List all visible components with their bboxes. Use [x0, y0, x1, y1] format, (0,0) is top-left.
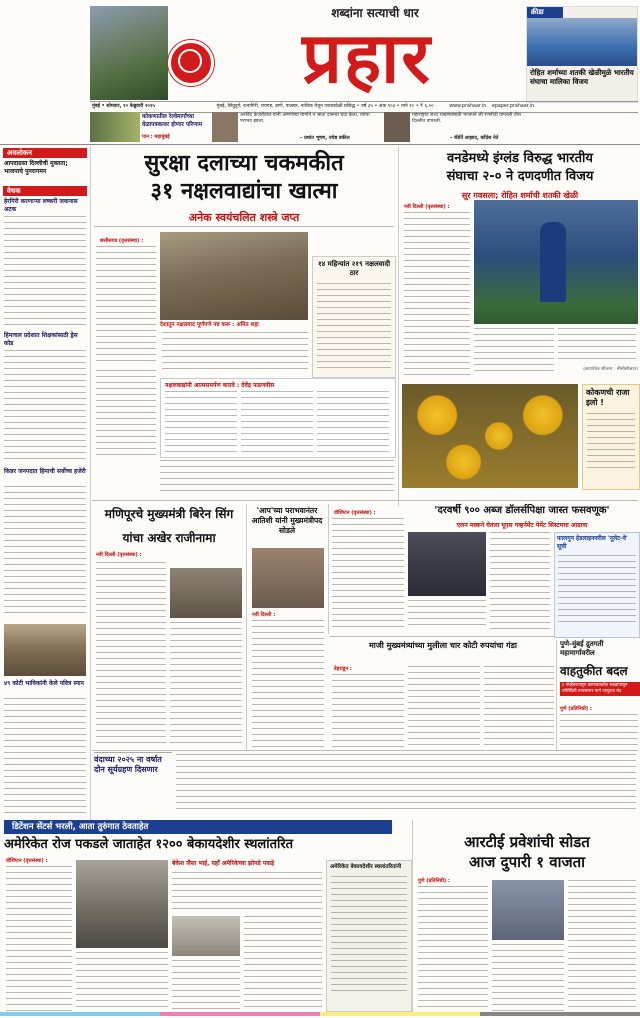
musk-subhead: एलन मस्कने घेतला यूएस गव्हर्नमेंट पेमेंट सिस्टमचा आढावा: [456, 522, 588, 529]
deportation-box-title: अमेरिकेत बेकायदेशीर स्थलांतरितांनी: [330, 864, 402, 870]
sidebar-item-2-body: [4, 350, 86, 460]
strip-item1-title[interactable]: कोकणातील रेल्वेमार्गाच्या वेळापत्रकावर होणार परिणाम: [142, 114, 203, 128]
rto-headline-2[interactable]: आज दुपारी १ वाजता: [468, 853, 586, 871]
top-strip: [90, 112, 638, 142]
musk-col-3: [408, 600, 486, 630]
lead-dateline: छत्तीसगड (वृत्तसंस्था) :: [100, 238, 144, 244]
eclipse-title: वंदाच्या २०२५ ना वर्षात दोन सूर्यग्रहण दिसणार: [94, 755, 162, 774]
deportation-col-4: [244, 916, 322, 1012]
musk-dateline: वॉशिंग्टन (वृत्तसंस्था) :: [334, 510, 376, 516]
fadnavis-body-2: [241, 391, 313, 453]
cricket-subhead: सूर गवसला; रोहित शर्माची शतकी खेळी: [461, 191, 579, 200]
pune-headline-2[interactable]: वाहतुकीत बदल: [560, 664, 628, 678]
deportation-box: [326, 860, 412, 1012]
avalokan-head[interactable]: आपदाग्रस्त दिल्लीची मुक्तता; भाजपाचे पुनरागमन: [4, 160, 68, 175]
epaper-text: epaper.prahaar.in: [491, 104, 535, 109]
strip-item3-author: – कीर्ति आझाद, काँग्रेस नेते: [450, 136, 499, 141]
pune-col: [560, 714, 638, 748]
pune-banner: ६ नोव्हेंबरपासून कामाबाबतीत स्थळांपासून परिस्थिती तपासणार मार्ग तात्पुरता बंद: [560, 682, 640, 696]
deportation-headline[interactable]: अमेरिकेत रोज पकडले जाताहेत १२०० बेकायदेशीर स्थलांतरित: [4, 837, 294, 852]
rto-col-1: [418, 886, 488, 1012]
gyan-box[interactable]: [554, 532, 640, 638]
rto-col-3: [568, 880, 636, 1012]
cricket-player: [540, 222, 566, 302]
rto-headline-1[interactable]: आरटीई प्रवेशांची सोडत: [464, 833, 590, 851]
eclipse-body: [176, 754, 636, 810]
sidebar-item-1-title[interactable]: हेरगिरी करणाऱ्या लष्करी जवानास अटक: [4, 198, 78, 213]
date-text: मुंबई • सोमवार, १० फेब्रुवारी २०२५: [92, 104, 155, 109]
kidnap-col-2: [408, 666, 480, 748]
cricket-col-1b: [404, 356, 470, 380]
color-bar: [0, 1012, 640, 1016]
cricket-headline-1[interactable]: वनडेमध्ये इंग्लंड विरुद्ध भारतीय: [447, 151, 593, 166]
sidebar-item-4-title[interactable]: ४९ कोटी भाविकांनी केले पवित्र स्नान: [4, 680, 84, 687]
manipur-col-1: [96, 562, 166, 748]
website-text: www.prahaar.in: [449, 104, 487, 109]
vedhak-label: वेधक: [3, 186, 87, 196]
stat-box-body: [317, 283, 391, 371]
masthead-tagline: शब्दांना सत्याची धार: [331, 6, 419, 20]
strip-item3-photo: [384, 112, 410, 142]
left-promo-photo: [90, 6, 168, 100]
deportation-col-2: [76, 952, 168, 1012]
deportation-box-body: [331, 876, 407, 996]
aap-col: [252, 620, 324, 748]
deportation-kicker: डिटेंशन सेंटर्स भरली, आता तुरुंगात ठेवताहेत: [4, 820, 392, 834]
fadnavis-body-3: [317, 391, 389, 453]
aap-photo: [252, 548, 324, 608]
cricket-col-1: [404, 212, 470, 352]
cricket-headline-2[interactable]: संघाचा २-० ने दणदणीत विजय: [446, 169, 594, 184]
lead-headline-2[interactable]: ३१ नक्षलवाद्यांचा खात्मा: [150, 179, 338, 204]
cricket-photo-caption: (छायाचित्र सौजन्य : बीसीसीआय): [583, 367, 638, 372]
lead-quote-body: [162, 332, 308, 374]
mango-title: कोकणची राजा इलो !: [586, 388, 630, 407]
sidebar-item-4-body: [4, 698, 86, 818]
lead-subhead: अनेक स्वयंचलित शस्त्रे जप्त: [188, 211, 300, 224]
rto-col-2: [492, 944, 564, 1012]
masthead-title: प्रहार: [302, 16, 432, 99]
lead-photo: [160, 232, 308, 320]
sidebar-item-3-title[interactable]: किन्नर जनपदात हिमाची सर्वोच्च हजेरी: [4, 468, 86, 475]
musk-col-2: [490, 532, 550, 630]
gyan-body: [558, 555, 636, 627]
manipur-col-2: [170, 622, 242, 748]
stat-box-title: १४ महिन्यांत २१९ नक्षलवादी ठार: [317, 260, 391, 277]
sports-label: क्रीडा: [527, 7, 563, 18]
sidebar-item-3-body: [4, 486, 86, 616]
strip-item3-text: महाराष्ट्रात सत्ता राखण्यासाठी भाजपने जी रणनीती वापरली तीच दिल्लीत वापरली.: [412, 113, 521, 125]
kidnap-dateline: डेहराडून :: [334, 666, 352, 672]
sports-photo: [527, 18, 637, 66]
manipur-photo: [170, 568, 242, 618]
fadnavis-title: नक्षलवाद्यांनी आत्मसमर्पण करावे : देवेंद्र फडणवीस: [165, 382, 275, 389]
rto-dateline: पुणे (प्रतिनिधी) :: [418, 878, 450, 884]
pune-dateline: पुणे (प्रतिनिधी) :: [560, 706, 592, 712]
lead-col-1: [96, 246, 156, 366]
editions-text: मुंबई, सिंधुदुर्ग, रत्नागिरी, रायगड, ठाणे, पालघर, नाशिक येथून एकाचवेळी प्रसिद्ध • वर्ष ३५ • अंक ९०३ • पाने १० • ₹ ६.००: [216, 104, 434, 109]
sports-title: रोहित शर्माच्या शतकी खेळीमुळे भारतीय संघाचा मालिका विजय: [530, 68, 634, 86]
aap-headline[interactable]: 'आप'च्या पराभवानंतर आतिशी यांनी मुख्यमंत्रीपद सोडले: [251, 506, 323, 535]
sports-box[interactable]: [526, 6, 638, 103]
logo-seal-mark: [178, 49, 202, 73]
strip-item2-text: अरविंद केजरीवाल यांनी अण्णांच्या मार्गाने न जाता दारूचा धंदा केला, त्यांचा पराभव झाला.: [240, 113, 370, 125]
musk-photo: [408, 532, 486, 596]
lead-col-bottom: [160, 460, 394, 496]
sidebar-item-4-photo: [4, 624, 86, 676]
lead-col-1b: [96, 370, 156, 456]
lead-headline-1[interactable]: सुरक्षा दलाच्या चकमकीत: [144, 151, 344, 176]
kidnap-headline[interactable]: माजी मुख्यमंत्र्यांच्या मुलीला चार कोटी रुपयांचा गंडा: [368, 641, 518, 650]
gyan-title: फालगुन हेडलाइनवरील 'नूलेट-वे' सूची: [557, 535, 628, 550]
pune-headline-1[interactable]: पुणे-मुंबई द्रुतगती महामार्गावरील: [560, 640, 604, 657]
mango-photo: [402, 384, 578, 488]
musk-headline[interactable]: 'दरवर्षी ९०० अब्ज डॉलर्सपिक्षा जास्त फसवणूक': [434, 505, 610, 516]
deportation-photo-2: [172, 916, 240, 956]
cricket-col-3: [558, 328, 636, 364]
manipur-dateline: नवी दिल्ली (वृत्तसंस्था) :: [96, 552, 142, 558]
strip-item1-tag: पान : महामुंबई: [142, 134, 170, 140]
manipur-headline-1[interactable]: मणिपूरचे मुख्यमंत्री बिरेन सिंग: [104, 507, 234, 521]
manipur-headline-2[interactable]: यांचा अखेर राजीनामा: [122, 531, 216, 545]
kidnap-col-1: [332, 674, 404, 748]
lead-stat-box: [312, 256, 396, 378]
deportation-col-3: [172, 872, 322, 912]
fadnavis-body-1: [165, 391, 237, 453]
deportation-col-5: [172, 960, 240, 1012]
avalokan-label: अवलोकन: [3, 148, 87, 158]
musk-col-1: [332, 518, 404, 630]
strip-item1-photo: [90, 112, 140, 142]
rto-photo: [492, 880, 564, 940]
lead-quote-title: देशातून नक्षलवाद पूर्णपणे नष्ट करू : अमित शहा: [160, 322, 259, 328]
cricket-col-2: [474, 328, 554, 372]
mango-body: [587, 413, 635, 471]
cricket-dateline: नवी दिल्ली (वृत्तसंस्था) :: [404, 204, 450, 210]
deportation-photo: [76, 860, 168, 948]
deportation-mid-title: बेकेश जैसा भाई, यहाँ अमेरिकेच्या झोपडे पकड़े: [172, 860, 275, 867]
deportation-col-1: [6, 866, 72, 1012]
sidebar-item-1-body: [4, 216, 86, 326]
aap-dateline: नवी दिल्ली :: [252, 612, 276, 618]
deportation-dateline: वॉशिंग्टन (वृत्तसंस्था) :: [6, 858, 48, 864]
sidebar-item-2-title[interactable]: हिमाचल प्रदेशात शिक्षकांसाठी ड्रेस कोड: [4, 332, 78, 347]
eclipse-box[interactable]: [94, 752, 172, 817]
mango-box[interactable]: [582, 384, 640, 490]
fadnavis-box: [160, 378, 396, 458]
strip-item2-author: – प्रशांत भूषण, ज्येष्ठ वकील: [300, 136, 350, 141]
kidnap-col-3: [484, 666, 554, 748]
strip-item2-photo: [212, 112, 238, 142]
